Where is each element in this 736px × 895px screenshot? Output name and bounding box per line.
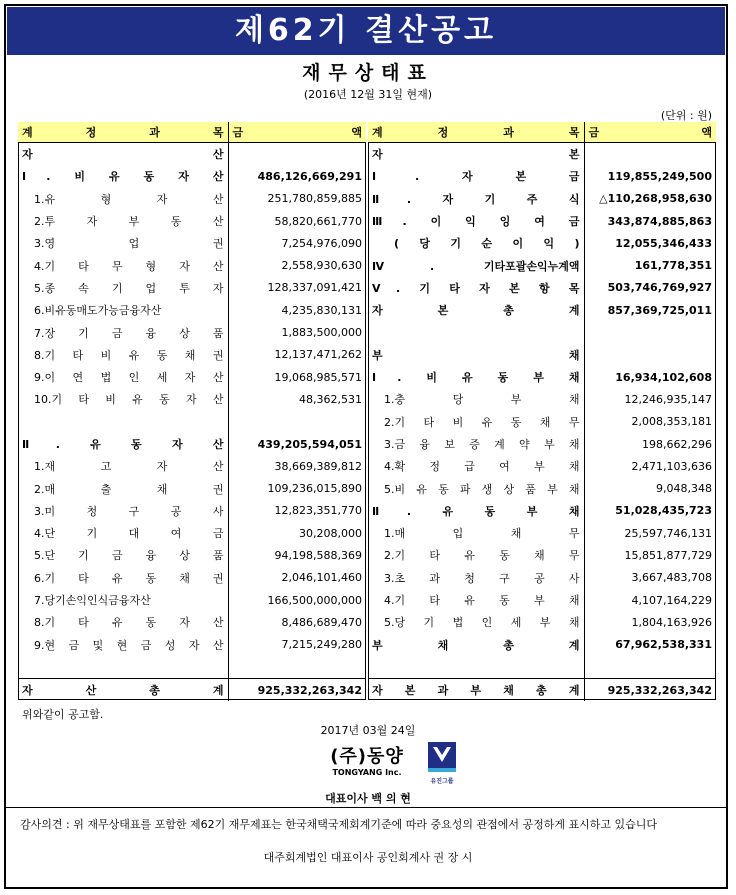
assets-account-amount: 109,236,015,890 xyxy=(267,482,362,496)
company-logo-english: TONGYANG Inc. xyxy=(332,768,402,777)
notice-statement: 위와같이 공고함. xyxy=(22,708,104,721)
assets-row xyxy=(18,254,366,276)
equity-liabilities-row xyxy=(368,321,716,343)
assets-account-label: 3.미 청 구 공 사 xyxy=(18,500,228,522)
assets-row xyxy=(18,411,366,433)
equity-liabilities-row xyxy=(368,366,716,388)
equity-liabilities-account-amount: 12,246,935,147 xyxy=(624,392,712,406)
equity-liabilities-account-label: 1.충 당 부 채 xyxy=(368,388,584,410)
assets-account-label: 7.당기손익인식금융자산 xyxy=(18,589,228,611)
assets-row xyxy=(18,299,366,321)
equity-liabilities-account-amount xyxy=(584,143,716,166)
equity-liabilities-row xyxy=(368,656,716,679)
equity-liabilities-account-amount: 2,471,103,636 xyxy=(631,459,712,473)
assets-account-label: 5.단 기 금 융 상 품 xyxy=(18,544,228,566)
equity-liabilities-account-amount: 503,746,769,927 xyxy=(607,281,712,295)
equity-liabilities-account-amount: 2,008,353,181 xyxy=(631,415,712,429)
equity-liabilities-row xyxy=(368,165,716,187)
equity-liabilities-account-amount: 3,667,483,708 xyxy=(631,571,712,585)
equity-liabilities-account-label: ( 당 기 순 이 익 ) xyxy=(368,232,584,254)
assets-row xyxy=(18,188,366,210)
assets-account-label xyxy=(18,656,228,679)
equity-liabilities-account-label: 3.금 융 보 증 계 약 부 채 xyxy=(368,433,584,455)
assets-account-label: 자 산 xyxy=(18,143,228,166)
assets-account-amount: 7,215,249,280 xyxy=(281,638,362,652)
equity-liabilities-account-label: Ⅰ. 비 유 동 부 채 xyxy=(368,366,584,388)
company-logo-korean: (주)동양 xyxy=(330,746,404,767)
equity-liabilities-row xyxy=(368,277,716,299)
equity-liabilities-account-label: Ⅳ. 기타포괄손익누계액 xyxy=(368,254,584,276)
amount-header: 금 액 xyxy=(228,122,366,143)
assets-row xyxy=(18,634,366,656)
assets-account-amount: 48,362,531 xyxy=(299,392,362,406)
equity-liabilities-account-label: Ⅰ. 자 본 금 xyxy=(368,165,584,187)
equity-liabilities-account-label: Ⅱ. 유 동 부 채 xyxy=(368,500,584,522)
assets-account-amount: 251,780,859,885 xyxy=(267,192,362,206)
assets-account-label: 4.기 타 무 형 자 산 xyxy=(18,254,228,276)
equity-liabilities-account-label: Ⅲ. 이 익 잉 여 금 xyxy=(368,210,584,232)
assets-account-label: Ⅰ. 비 유 동 자 산 xyxy=(18,165,228,187)
equity-liabilities-row xyxy=(368,411,716,433)
assets-header-row xyxy=(18,122,366,143)
account-header: 계 정 과 목 xyxy=(18,122,228,143)
equity-liabilities-account-amount: 51,028,435,723 xyxy=(615,504,712,518)
notice-date: 2017년 03월 24일 xyxy=(320,724,416,737)
assets-row xyxy=(18,210,366,232)
equity-liabilities-account-amount: 857,369,725,011 xyxy=(607,303,712,317)
assets-account-label: 9.현 금 및 현 금 성 자 산 xyxy=(18,634,228,656)
assets-row xyxy=(18,611,366,633)
assets-table xyxy=(18,122,366,701)
equity-liabilities-account-label: 자 본 xyxy=(368,143,584,166)
assets-account-amount xyxy=(228,143,366,166)
equity-liabilities-account-label: 부 채 xyxy=(368,344,584,366)
assets-row xyxy=(18,567,366,589)
assets-account-label: 1.재 고 자 산 xyxy=(18,455,228,477)
equity-liabilities-row xyxy=(368,567,716,589)
equity-liabilities-account-label: 부 채 총 계 xyxy=(368,634,584,656)
assets-row xyxy=(18,232,366,254)
equity-header-row xyxy=(368,122,716,143)
audit-opinion: 감사의견 : 위 재무상태표를 포함한 제62기 재무제표는 한국채택국제회계기준에 따라 중요성의 관점에서 공정하게 표시하고 있습니다 xyxy=(6,807,726,832)
assets-account-amount: 19,068,985,571 xyxy=(274,370,362,384)
equity-liabilities-row xyxy=(368,433,716,455)
assets-account-label: 9.이 연 법 인 세 자 산 xyxy=(18,366,228,388)
assets-account-amount: 1,883,500,000 xyxy=(281,326,362,340)
equity-liabilities-account-label xyxy=(368,321,584,343)
assets-account-amount: 12,823,351,770 xyxy=(274,504,362,518)
assets-row xyxy=(18,277,366,299)
equity-liabilities-account-label: 자 본 총 계 xyxy=(368,299,584,321)
assets-account-amount: 8,486,689,470 xyxy=(281,615,362,629)
assets-account-amount: 2,558,930,630 xyxy=(281,259,362,273)
assets-account-amount xyxy=(228,656,366,679)
company-logo xyxy=(322,742,412,777)
group-emblem-icon xyxy=(424,740,460,776)
equity-liabilities-account-label: 1.매 입 채 무 xyxy=(368,522,584,544)
assets-account-label: 4.단 기 대 여 금 xyxy=(18,522,228,544)
equity-liabilities-account-label: 4.기 타 유 동 부 채 xyxy=(368,589,584,611)
account-header: 계 정 과 목 xyxy=(368,122,584,143)
assets-row xyxy=(18,321,366,343)
equity-liabilities-row xyxy=(368,589,716,611)
equity-liabilities-account-amount xyxy=(584,321,716,343)
equity-liabilities-account-amount: △110,268,958,630 xyxy=(599,192,712,206)
assets-account-label: 1.유 형 자 산 xyxy=(18,188,228,210)
equity-liabilities-account-label: Ⅱ. 자 기 주 식 xyxy=(368,188,584,210)
equity-liabilities-account-amount: 16,934,102,608 xyxy=(615,370,712,384)
assets-row xyxy=(18,366,366,388)
equity-liabilities-account-amount: 119,855,249,500 xyxy=(607,169,712,183)
equity-liabilities-account-label: Ⅴ. 기 타 자 본 항 목 xyxy=(368,277,584,299)
equity-liabilities-account-amount: 67,962,538,331 xyxy=(615,638,712,652)
assets-account-label: 8.기 타 유 동 자 산 xyxy=(18,611,228,633)
assets-account-amount: 12,137,471,262 xyxy=(274,348,362,362)
assets-account-label: 2.매 출 채 권 xyxy=(18,477,228,499)
equity-liabilities-account-label: 5.당 기 법 인 세 부 채 xyxy=(368,611,584,633)
assets-account-amount: 38,669,389,812 xyxy=(274,459,362,473)
assets-row xyxy=(18,500,366,522)
assets-total-row xyxy=(18,679,366,702)
equity-liabilities-total-label: 자 본 과 부 채 총 계 xyxy=(368,679,584,702)
assets-account-amount: 58,820,661,770 xyxy=(274,214,362,228)
assets-account-amount: 439,205,594,051 xyxy=(257,437,362,451)
assets-total-amount: 925,332,263,342 xyxy=(228,679,366,702)
assets-account-amount: 486,126,669,291 xyxy=(257,169,362,183)
assets-row xyxy=(18,455,366,477)
notice-banner: 제62기 결산공고 xyxy=(7,7,725,55)
equity-liabilities-row xyxy=(368,455,716,477)
equity-liabilities-row xyxy=(368,299,716,321)
equity-liabilities-account-amount: 9,048,348 xyxy=(656,482,712,496)
equity-liabilities-account-amount: 161,778,351 xyxy=(634,259,712,273)
equity-liabilities-row xyxy=(368,544,716,566)
equity-liabilities-row xyxy=(368,344,716,366)
assets-row xyxy=(18,143,366,166)
assets-account-amount: 2,046,101,460 xyxy=(281,571,362,585)
assets-account-label: 7.장 기 금 융 상 품 xyxy=(18,321,228,343)
amount-header: 금 액 xyxy=(584,122,716,143)
equity-liabilities-row xyxy=(368,500,716,522)
equity-liabilities-total-amount: 925,332,263,342 xyxy=(584,679,716,702)
assets-account-amount: 30,208,000 xyxy=(299,526,362,540)
equity-liabilities-row xyxy=(368,210,716,232)
equity-liabilities-account-label: 2.기 타 유 동 채 무 xyxy=(368,544,584,566)
assets-account-label xyxy=(18,411,228,433)
equity-liabilities-row xyxy=(368,477,716,499)
equity-liabilities-account-label: 3.초 과 청 구 공 사 xyxy=(368,567,584,589)
assets-account-label: 6.비유동매도가능금융자산 xyxy=(18,299,228,321)
group-emblem-caption: 유진그룹 xyxy=(430,778,454,785)
assets-account-label: Ⅱ. 유 동 자 산 xyxy=(18,433,228,455)
assets-total-label: 자 산 총 계 xyxy=(18,679,228,702)
assets-row xyxy=(18,388,366,410)
assets-account-label: 5.종 속 기 업 투 자 xyxy=(18,277,228,299)
assets-row xyxy=(18,589,366,611)
assets-account-amount: 7,254,976,090 xyxy=(281,236,362,250)
assets-account-label: 3.영 업 권 xyxy=(18,232,228,254)
statement-title: 재무상태표 xyxy=(302,62,434,84)
equity-liabilities-row xyxy=(368,634,716,656)
assets-row xyxy=(18,656,366,679)
ceo-signature: 대표이사 백 의 현 xyxy=(325,792,411,805)
equity-liabilities-account-label: 4.확 정 급 여 부 채 xyxy=(368,455,584,477)
assets-row xyxy=(18,165,366,187)
equity-liabilities-account-label xyxy=(368,656,584,679)
auditor-signature: 대주회계법인 대표이사 공인회계사 권 장 시 xyxy=(263,851,473,864)
assets-account-amount: 4,235,830,131 xyxy=(281,303,362,317)
equity-liabilities-account-label: 5.비 유 동 파 생 상 품 부 채 xyxy=(368,477,584,499)
equity-liabilities-account-amount: 12,055,346,433 xyxy=(615,236,712,250)
assets-account-label: 10.기 타 비 유 동 자 산 xyxy=(18,388,228,410)
equity-liabilities-row xyxy=(368,522,716,544)
assets-row xyxy=(18,433,366,455)
assets-row xyxy=(18,344,366,366)
equity-liabilities-row xyxy=(368,143,716,166)
assets-row xyxy=(18,477,366,499)
assets-row xyxy=(18,544,366,566)
assets-account-amount xyxy=(228,411,366,433)
equity-liabilities-account-amount: 198,662,296 xyxy=(642,437,712,451)
equity-liabilities-account-amount: 15,851,877,729 xyxy=(624,548,712,562)
equity-liabilities-table xyxy=(368,122,716,701)
equity-liabilities-row xyxy=(368,611,716,633)
unit-label: (단위 : 원) xyxy=(660,109,712,122)
assets-row xyxy=(18,522,366,544)
assets-account-label: 2.투 자 부 동 산 xyxy=(18,210,228,232)
statement-date: (2016년 12월 31일 현재) xyxy=(303,88,433,101)
equity-liabilities-total-row xyxy=(368,679,716,702)
equity-liabilities-account-amount: 1,804,163,926 xyxy=(631,615,712,629)
equity-liabilities-row xyxy=(368,254,716,276)
equity-liabilities-row xyxy=(368,232,716,254)
equity-liabilities-row xyxy=(368,188,716,210)
assets-account-amount: 94,198,588,369 xyxy=(274,548,362,562)
assets-account-label: 8.기 타 비 유 동 채 권 xyxy=(18,344,228,366)
assets-account-amount: 128,337,091,421 xyxy=(267,281,362,295)
assets-account-label: 6.기 타 유 동 채 권 xyxy=(18,567,228,589)
equity-liabilities-row xyxy=(368,388,716,410)
equity-liabilities-account-label: 2.기 타 비 유 동 채 무 xyxy=(368,411,584,433)
equity-liabilities-account-amount xyxy=(584,344,716,366)
assets-account-amount: 166,500,000,000 xyxy=(267,593,362,607)
equity-liabilities-account-amount: 25,597,746,131 xyxy=(624,526,712,540)
equity-liabilities-account-amount xyxy=(584,656,716,679)
equity-liabilities-account-amount: 4,107,164,229 xyxy=(631,593,712,607)
equity-liabilities-account-amount: 343,874,885,863 xyxy=(607,214,712,228)
